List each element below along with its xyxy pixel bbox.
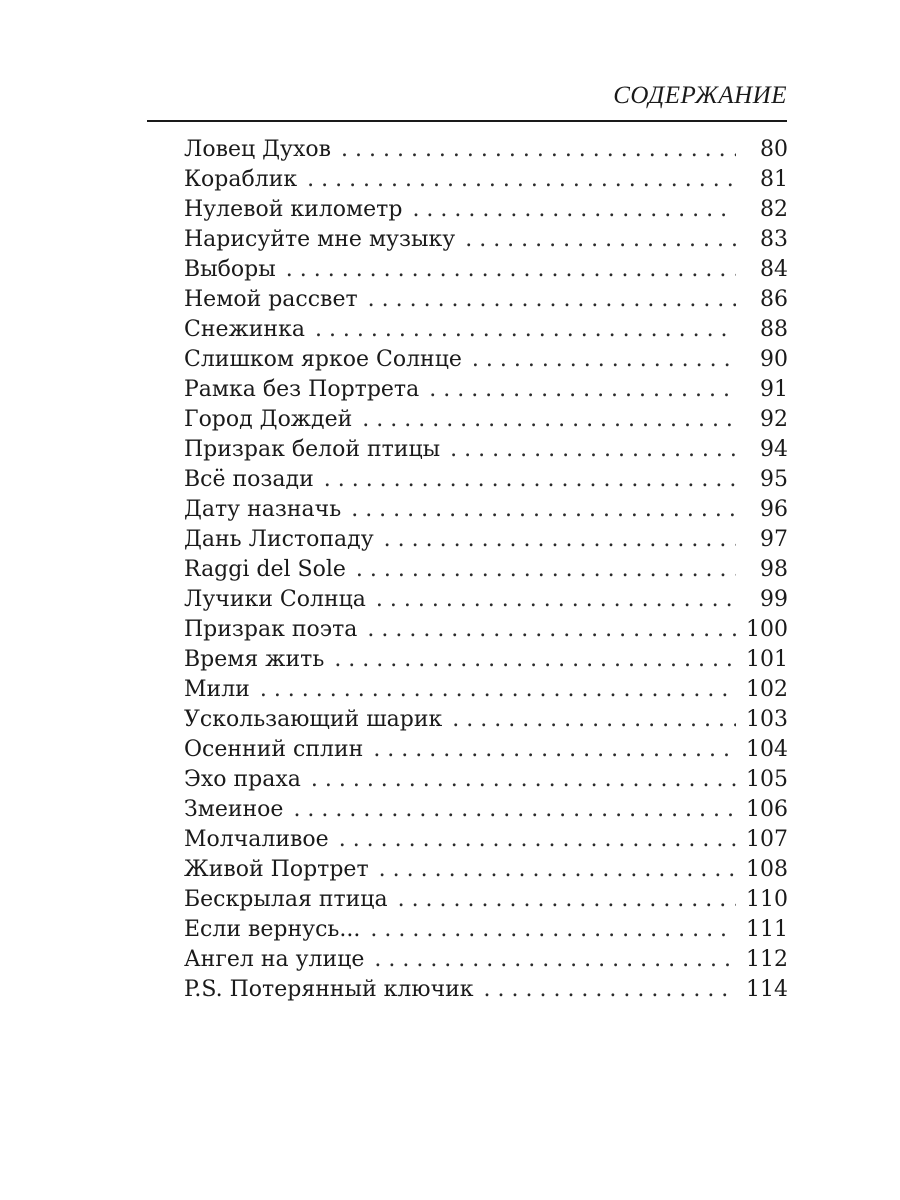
toc-entry-page-number: 100 <box>746 617 788 642</box>
toc-entry-page-number: 98 <box>760 557 788 582</box>
toc-entry-title: Змеиное <box>184 797 284 822</box>
toc-entry <box>184 345 788 375</box>
toc-entry <box>184 285 788 315</box>
toc-entry-title: Осенний сплин <box>184 737 364 762</box>
dot-leader <box>376 585 736 615</box>
running-head: СОДЕРЖАНИЕ <box>613 82 787 109</box>
toc-entry-page-number: 107 <box>746 827 788 852</box>
toc-entry <box>184 225 788 255</box>
toc-entry-page-number: 88 <box>760 317 788 342</box>
toc-entry <box>184 735 788 765</box>
toc-entry-title: Время жить <box>184 647 325 672</box>
toc-entry-title: Ускользающий шарик <box>184 707 443 732</box>
toc-entry-title: Дань Листопаду <box>184 527 374 552</box>
toc-entry-page-number: 83 <box>760 227 788 252</box>
toc-entry-title: Нулевой километр <box>184 197 403 222</box>
dot-leader <box>379 855 736 885</box>
toc-entry <box>184 855 788 885</box>
toc-entry <box>184 195 788 225</box>
dot-leader <box>356 555 736 585</box>
toc-entry-title: Лучики Солнца <box>184 587 366 612</box>
toc-entry <box>184 585 788 615</box>
toc-entry-page-number: 99 <box>760 587 788 612</box>
toc-entry-page-number: 104 <box>746 737 788 762</box>
dot-leader <box>315 315 736 345</box>
toc-entry-title: Призрак поэта <box>184 617 358 642</box>
toc-entry <box>184 165 788 195</box>
toc-entry-title: Рамка без Портрета <box>184 377 420 402</box>
toc-entry-page-number: 81 <box>760 167 788 192</box>
toc-entry-title: Призрак белой птицы <box>184 437 441 462</box>
dot-leader <box>293 795 736 825</box>
toc-entry-title: Снежинка <box>184 317 305 342</box>
dot-leader <box>311 765 736 795</box>
dot-leader <box>452 705 736 735</box>
dot-leader <box>472 345 736 375</box>
dot-leader <box>341 135 736 165</box>
toc-entry-page-number: 90 <box>760 347 788 372</box>
toc-entry-page-number: 80 <box>760 137 788 162</box>
toc-entry-page-number: 82 <box>760 197 788 222</box>
toc-entry-title: Немой рассвет <box>184 287 358 312</box>
toc-entry-page-number: 110 <box>746 887 788 912</box>
toc-entry-title: Выборы <box>184 257 276 282</box>
toc-entry <box>184 825 788 855</box>
dot-leader <box>334 645 736 675</box>
dot-leader <box>307 165 736 195</box>
toc-entry-page-number: 108 <box>746 857 788 882</box>
toc-entry <box>184 135 788 165</box>
toc-entry <box>184 915 788 945</box>
toc-entry-page-number: 84 <box>760 257 788 282</box>
toc-entry <box>184 465 788 495</box>
toc-entry-page-number: 114 <box>746 977 788 1002</box>
toc-entry <box>184 795 788 825</box>
toc-entry-page-number: 106 <box>746 797 788 822</box>
toc-entry <box>184 765 788 795</box>
toc-entry-title: Ангел на улице <box>184 947 365 972</box>
toc-entry-title: Кораблик <box>184 167 298 192</box>
toc-entry-title: Живой Портрет <box>184 857 369 882</box>
toc-entry <box>184 675 788 705</box>
dot-leader <box>260 675 736 705</box>
toc-entry-title: Город Дождей <box>184 407 353 432</box>
toc-entry <box>184 405 788 435</box>
dot-leader <box>367 615 736 645</box>
table-of-contents <box>184 135 788 1005</box>
toc-entry <box>184 975 788 1005</box>
toc-entry-title: Дату назначь <box>184 497 342 522</box>
dot-leader <box>373 735 736 765</box>
dot-leader <box>398 885 736 915</box>
toc-entry <box>184 375 788 405</box>
toc-entry-title: Слишком яркое Солнце <box>184 347 462 372</box>
toc-entry-page-number: 102 <box>746 677 788 702</box>
dot-leader <box>370 915 736 945</box>
toc-entry <box>184 945 788 975</box>
dot-leader <box>362 405 736 435</box>
dot-leader <box>351 495 736 525</box>
dot-leader <box>368 285 736 315</box>
toc-entry <box>184 435 788 465</box>
toc-entry <box>184 885 788 915</box>
dot-leader <box>339 825 736 855</box>
toc-entry-title: Эхо праха <box>184 767 301 792</box>
toc-entry-title: Raggi del Sole <box>184 557 346 582</box>
dot-leader <box>465 225 736 255</box>
toc-entry <box>184 705 788 735</box>
toc-entry-page-number: 103 <box>746 707 788 732</box>
toc-entry-page-number: 86 <box>760 287 788 312</box>
dot-leader <box>429 375 736 405</box>
toc-entry-page-number: 95 <box>760 467 788 492</box>
toc-entry <box>184 645 788 675</box>
toc-entry <box>184 525 788 555</box>
toc-entry-title: Ловец Духов <box>184 137 332 162</box>
toc-entry-page-number: 91 <box>760 377 788 402</box>
header-rule <box>147 120 787 122</box>
dot-leader <box>286 255 736 285</box>
toc-entry <box>184 495 788 525</box>
toc-entry-page-number: 94 <box>760 437 788 462</box>
toc-entry-title: Молчаливое <box>184 827 329 852</box>
toc-entry <box>184 555 788 585</box>
toc-entry-page-number: 112 <box>746 947 788 972</box>
dot-leader <box>324 465 736 495</box>
toc-entry-page-number: 105 <box>746 767 788 792</box>
toc-entry <box>184 615 788 645</box>
toc-entry-title: Всё позади <box>184 467 314 492</box>
dot-leader <box>412 195 736 225</box>
toc-entry-page-number: 92 <box>760 407 788 432</box>
dot-leader <box>450 435 736 465</box>
toc-entry-title: Мили <box>184 677 250 702</box>
dot-leader <box>374 945 736 975</box>
toc-entry-title: Если вернусь... <box>184 917 361 942</box>
toc-entry-title: Нарисуйте мне музыку <box>184 227 456 252</box>
toc-entry <box>184 315 788 345</box>
toc-entry <box>184 255 788 285</box>
toc-entry-page-number: 101 <box>746 647 788 672</box>
dot-leader <box>484 975 736 1005</box>
toc-entry-page-number: 111 <box>746 917 788 942</box>
toc-entry-page-number: 97 <box>760 527 788 552</box>
toc-entry-title: P.S. Потерянный ключик <box>184 977 474 1002</box>
dot-leader <box>384 525 736 555</box>
toc-entry-page-number: 96 <box>760 497 788 522</box>
toc-entry-title: Бескрылая птица <box>184 887 388 912</box>
